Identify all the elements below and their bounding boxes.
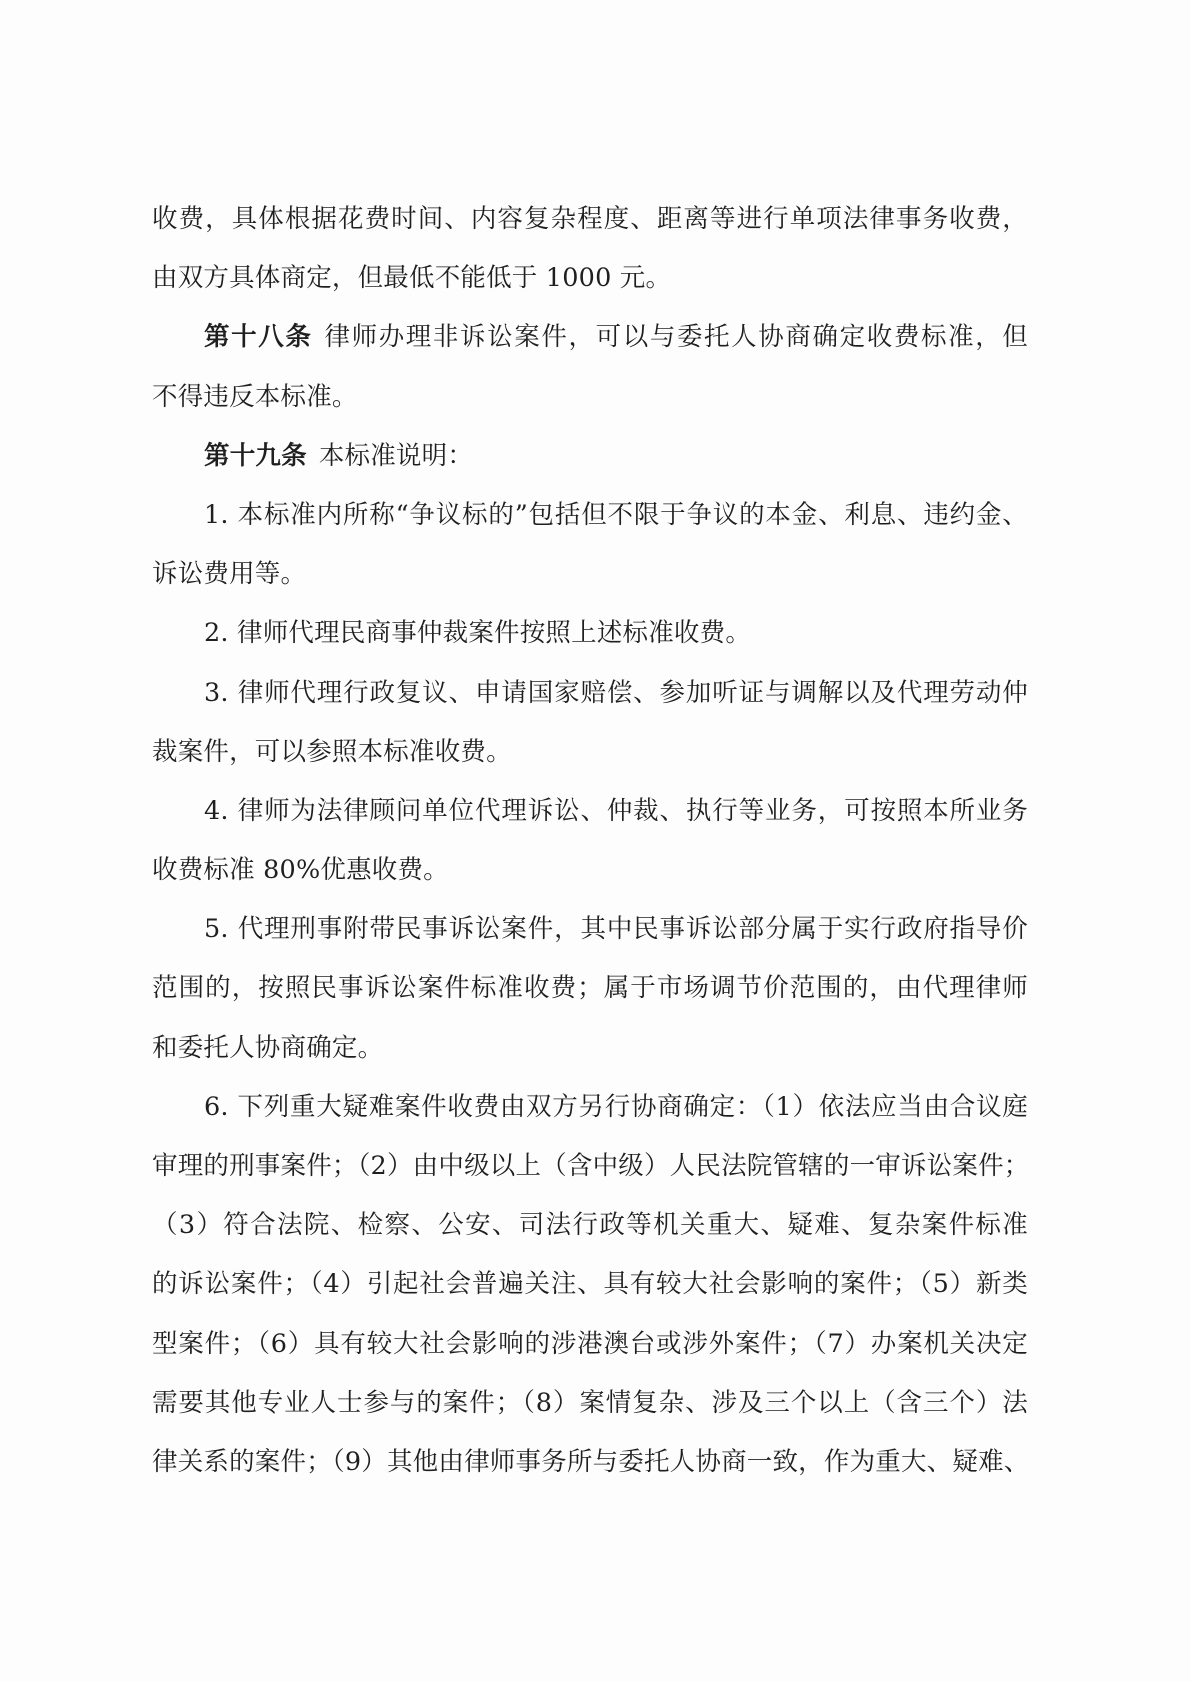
- line-text: 和委托人协商确定。: [152, 1032, 384, 1063]
- line-text: 1. 本标准内所称“争议标的”包括但不限于争议的本金、利息、违约金、: [204, 499, 1028, 530]
- line-text: 律关系的案件；（9）其他由律师事务所与委托人协商一致，作为重大、疑难、: [152, 1446, 1030, 1477]
- text-line: [152, 249, 1028, 308]
- line-text: 的诉讼案件；（4）引起社会普遍关注、具有较大社会影响的案件；（5）新类: [152, 1269, 1028, 1300]
- text-line: [152, 900, 1028, 959]
- line-text: （3）符合法院、检察、公安、司法行政等机关重大、疑难、复杂案件标准: [152, 1210, 1028, 1241]
- document-body: [152, 190, 1028, 1492]
- line-text: 型案件；（6）具有较大社会影响的涉港澳台或涉外案件；（7）办案机关决定: [152, 1328, 1028, 1359]
- text-line: [152, 368, 1028, 427]
- line-text: 2. 律师代理民商事仲裁案件按照上述标准收费。: [204, 618, 752, 649]
- line-text: 收费标准 80%优惠收费。: [152, 855, 449, 886]
- line-text: 本标准说明：: [318, 440, 474, 471]
- text-line: [152, 841, 1028, 900]
- text-line: [152, 664, 1028, 723]
- line-text: 3. 律师代理行政复议、申请国家赔偿、参加听证与调解以及代理劳动仲: [204, 677, 1028, 708]
- text-line: [152, 959, 1028, 1018]
- line-text: 裁案件，可以参照本标准收费。: [152, 736, 512, 767]
- line-text: 审理的刑事案件；（2）由中级以上（含中级）人民法院管辖的一审诉讼案件；: [152, 1151, 1030, 1181]
- line-text: 5. 代理刑事附带民事诉讼案件，其中民事诉讼部分属于实行政府指导价: [204, 914, 1028, 945]
- text-line: [152, 308, 1028, 367]
- line-text: 6. 下列重大疑难案件收费由双方另行协商确定：（1）依法应当由合议庭: [204, 1091, 1028, 1122]
- article-heading: 第十九条: [204, 440, 307, 471]
- line-text: 范围的，按照民事诉讼案件标准收费；属于市场调节价范围的，由代理律师: [152, 973, 1028, 1004]
- line-text: 4. 律师为法律顾问单位代理诉讼、仲裁、执行等业务，可按照本所业务: [204, 795, 1028, 826]
- line-text: 不得违反本标准。: [152, 381, 358, 412]
- text-line: [152, 1433, 1028, 1492]
- text-line: [152, 1078, 1028, 1137]
- text-line: [152, 1019, 1028, 1078]
- text-line: [152, 190, 1028, 249]
- line-text: 由双方具体商定，但最低不能低于 1000 元。: [152, 263, 672, 294]
- line-text: 诉讼费用等。: [152, 559, 307, 590]
- text-line: [152, 1255, 1028, 1314]
- text-line: [152, 486, 1028, 545]
- text-line: [152, 1137, 1028, 1196]
- article-heading: 第十八条: [204, 322, 313, 353]
- text-line: [152, 782, 1028, 841]
- text-line: [152, 723, 1028, 782]
- line-text: 收费，具体根据花费时间、内容复杂程度、距离等进行单项法律事务收费，: [152, 204, 1028, 234]
- text-line: [152, 1196, 1028, 1255]
- text-line: [152, 604, 1028, 663]
- text-line: [152, 1315, 1028, 1374]
- text-line: [152, 427, 1028, 486]
- line-text: 律师办理非诉讼案件，可以与委托人协商确定收费标准，但: [324, 322, 1029, 353]
- text-line: [152, 545, 1028, 604]
- text-line: [152, 1374, 1028, 1433]
- line-text: 需要其他专业人士参与的案件；（8）案情复杂、涉及三个以上（含三个）法: [152, 1387, 1028, 1418]
